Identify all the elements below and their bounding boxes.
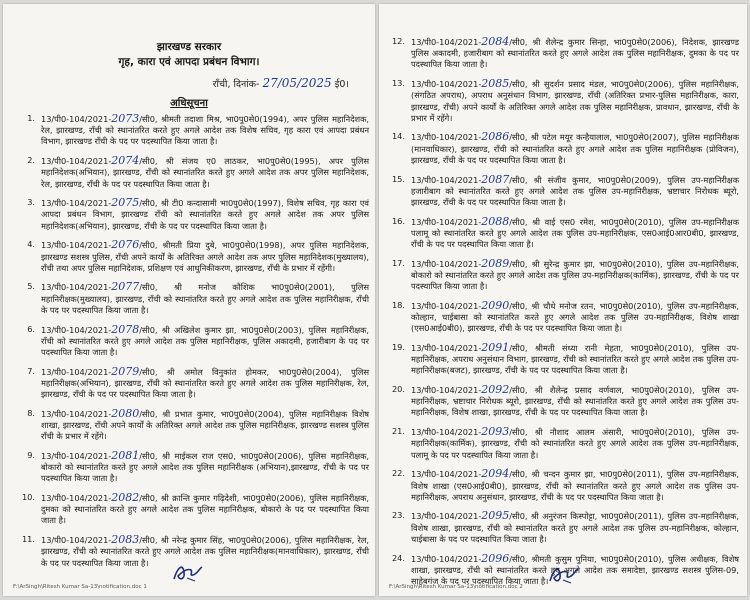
handwritten-number: 2094	[481, 467, 510, 481]
handwritten-number: 2079	[111, 364, 140, 378]
order-body: /सी0, श्री संजय ए0 लाठकर, भा0पु0से0(1995), अपर पुलिस महानिदेशक(अभियान), झारखण्ड, राँची को स्थानांतरित करते हुए अगले आदेश तक अपर पुलिस महानिदेशक, रेल, झारखण्ड, राँची के पद पर पदस्थापित किया जाता है।	[41, 156, 369, 189]
order-prefix: 13/पी0-104/2021-	[411, 469, 482, 480]
document-page-right	[379, 4, 747, 596]
entry-number: 21.	[391, 426, 405, 437]
order-entry	[379, 174, 747, 209]
entry-text	[411, 510, 739, 545]
order-entry	[3, 450, 375, 485]
order-entry	[379, 342, 747, 377]
notice-title: अधिसूचना	[170, 98, 208, 109]
order-entry	[3, 113, 375, 148]
entry-number: 11.	[21, 534, 35, 545]
order-prefix: 13/पी0-104/2021-	[411, 342, 482, 353]
entry-number: 1.	[27, 113, 35, 123]
entry-number: 22.	[391, 468, 405, 479]
order-entry	[379, 510, 747, 545]
order-body: /सी0, श्री टी0 कन्दासामी भा0पु0से0(1997), विशेष सचिव, गृह कारा एवं आपदा प्रबंधन विभाग, झारखण्ड राँची को स्थानांतरित करते हुए अगले आदेश तक अपर पुलिस महानिदेशक(अभियान), झारखण्ड, राँची के पद पर पदस्थापित किया जाता है।	[41, 198, 369, 231]
entry-number: 20.	[391, 384, 405, 395]
entry-text	[411, 216, 739, 251]
entry-number: 5.	[27, 281, 35, 292]
entry-number: 16.	[391, 215, 405, 226]
entry-number: 9.	[27, 449, 35, 460]
order-body: /सी0, श्रीमती कुसुम पुनिया, भा0पु0से0(2010), पुलिस अधीक्षक, विशेष शाखा, झारखण्ड, राँची को स्थानांतरित करते हुए अगले आदेश तक समादेष्टा, झारखण्ड सशस्त्र पुलिस-09, साहेबगंज के पद पर पदस्थापित किया जाता है।	[411, 553, 739, 586]
handwritten-number: 2073	[111, 112, 140, 125]
handwritten-number: 2078	[111, 322, 140, 336]
order-entry	[379, 131, 747, 166]
entry-text	[41, 534, 369, 569]
order-prefix: 13/पी0-104/2021-	[41, 535, 112, 546]
handwritten-number: 2083	[111, 533, 140, 547]
order-prefix: 13/पी0-104/2021-	[41, 324, 112, 335]
order-entry	[3, 197, 375, 232]
order-prefix: 13/पी0-104/2021-	[41, 198, 112, 209]
order-entry	[379, 300, 747, 335]
order-prefix: 13/पी0-104/2021-	[411, 511, 482, 522]
entry-text	[411, 342, 739, 377]
order-body: /सी0, श्री चन्दन कुमार झा, भा0पु0से0(2011), पुलिस उप-महानिरीक्षक, विशेष शाखा (एस0आई0बी0), झारखण्ड, राँची को स्थानांतरित करते हुए अगले आदेश तक पुलिस उप-महानिरीक्षक, अपराध अनुसंधान, झारखण्ड, राँची के पद पर पदस्थापित किया जाता है।	[411, 469, 739, 502]
right-entry-list	[379, 36, 747, 587]
file-path-footer: F:\ArSingh\Ritesh Kumar Sa-13\notification.doc 2	[389, 584, 523, 590]
file-path-footer: F:\ArSingh\Ritesh Kumar Sa-13\notification.doc 1	[13, 584, 147, 590]
entry-number: 23.	[391, 510, 405, 521]
entry-text	[41, 492, 369, 527]
order-body: /सी0, श्री अखिलेश कुमार झा, भा0पु0से0(2003), पुलिस महानिरीक्षक, राँची को स्थानांतरित करते हुए अगले आदेश तक पुलिस महानिरीक्षक, पुलिस अकादमी, हजारीबाग के पद पर पदस्थापित किया जाता है।	[41, 324, 369, 357]
order-prefix: 13/पी0-104/2021-	[411, 553, 482, 564]
handwritten-number: 2086	[481, 130, 510, 144]
entry-text	[41, 197, 369, 232]
entry-number: 13.	[391, 78, 405, 89]
handwritten-number: 2089	[481, 256, 510, 270]
signature-mark-left	[171, 562, 205, 584]
order-body: /सी0, श्रीमती प्रिया दुबे, भा0पु0से0(1998), अपर पुलिस महानिदेशक, झारखण्ड सशस्त्र पुलिस, राँची अपने कार्यों के अतिरिक्त अगले आदेश तक अपर पुलिस महानिदेशक(मुख्यालय), राँची तथा अपर पुलिस महानिदेशक, प्रशिक्षण एवं आधुनिकीकरण, झारखण्ड, राँची के प्रभार में रहेंगी।	[41, 240, 369, 273]
entry-number: 6.	[27, 323, 35, 334]
order-entry	[3, 281, 375, 316]
entry-text	[41, 450, 369, 485]
order-entry	[3, 492, 375, 527]
document-page-left	[3, 4, 375, 596]
handwritten-number: 2084	[481, 35, 510, 48]
date-suffix: ई0।	[334, 79, 349, 90]
handwritten-number: 2082	[111, 490, 140, 504]
order-body: /सी0, श्री मनोज कौशिक भा0पु0से0(2001), पुलिस महानिरीक्षक(मुख्यालय), झारखण्ड, राँची को स्थानांतरित करते हुए अगले आदेश तक पुलिस महानिरीक्षक, राँची के पद पर पदस्थापित किया जाता है।	[41, 282, 369, 315]
order-body: /सी0, श्री सुरेन्द्र कुमार झा, भा0पु0से0(2010), पुलिस उप-महानिरीक्षक, बोकारो को स्थानांतरित करते हुए अगले आदेश तक पुलिस उप-महानिरीक्षक(कार्मिक), झारखण्ड, राँची के पद पर पदस्थापित किया जाता है।	[411, 258, 739, 292]
order-prefix: 13/पी0-104/2021-	[411, 385, 482, 396]
order-entry	[379, 36, 747, 71]
left-entry-list	[3, 113, 375, 569]
order-prefix: 13/पी0-104/2021-	[41, 492, 112, 503]
entry-text	[41, 155, 369, 190]
order-entry	[3, 408, 375, 443]
order-body: /सी0, श्री पटेल मयूर कन्हैयालाल, भा0पु0से0(2007), पुलिस महानिरीक्षक (मानवाधिकार), झारखण्ड, राँची को स्थानांतरित करते हुए अगले आदेश तक पुलिस महानिरीक्षक (प्रोविजन), झारखण्ड, राँची के पद पर पदस्थापित किया जाता है।	[411, 132, 739, 165]
order-entry	[379, 216, 747, 251]
order-body: /सी0, श्री अनुरंजन किस्पोट्टा, भा0पु0से0(2011), पुलिस उप-महानिरीक्षक, विशेष शाखा, झारखण्ड, राँची को स्थानांतरित करते हुए अगले आदेश तक पुलिस उप-महानिरीक्षक, कोल्हान, चाईबासा के पद पर पदस्थापित किया जाता है।	[411, 511, 739, 544]
handwritten-number: 2091	[481, 340, 510, 354]
entry-text	[411, 78, 739, 124]
order-entry	[379, 426, 747, 461]
order-prefix: 13/पी0-104/2021-	[411, 132, 482, 143]
order-prefix: 13/पी0-104/2021-	[41, 408, 112, 419]
order-entry	[3, 366, 375, 401]
date-line	[3, 76, 375, 90]
entry-number: 12.	[391, 36, 405, 46]
order-prefix: 13/पी0-104/2021-	[41, 282, 112, 293]
entry-text	[41, 239, 369, 274]
entry-text	[41, 366, 369, 401]
entry-number: 14.	[391, 131, 405, 142]
handwritten-number: 2095	[481, 509, 510, 523]
order-entry	[379, 468, 747, 503]
entry-number: 7.	[27, 365, 35, 376]
order-prefix: 13/पी0-104/2021-	[411, 216, 482, 227]
govt-heading: झारखण्ड सरकार	[156, 41, 222, 53]
entry-number: 10.	[21, 491, 35, 502]
order-body: /सी0, श्री प्रभात कुमार, भा0पु0से0(2004), पुलिस महानिरीक्षक विशेष शाखा, झारखण्ड, राँची अपने कार्यों के अतिरिक्त अगले आदेश तक पुलिस महानिरीक्षक, झारखण्ड सशस्त्र पुलिस राँची के प्रभार में रहेंगे।	[41, 408, 369, 442]
order-body: /सी0, श्री माईकल राज एस0, भा0पु0से0(2006), पुलिस महानिरीक्षक, बोकारो को स्थानांतरित करते हुए अगले आदेश तक पुलिस महानिरीक्षक (अभियान),झारखण्ड, राँची के पद पर पदस्थापित किया जाता है।	[41, 450, 369, 484]
order-entry	[379, 384, 747, 419]
handwritten-number: 2075	[111, 196, 140, 210]
entry-number: 18.	[391, 299, 405, 310]
entry-text	[411, 384, 739, 419]
entry-text	[41, 281, 369, 316]
order-body: /सी0, श्री शैलेन्द्र प्रसाद वर्णवाल, भा0पु0से0(2010), पुलिस उप-महानिरीक्षक, भ्रष्टाचार निरोधक ब्यूरो, झारखण्ड, राँची को स्थानांतरित करते हुए अगले आदेश तक पुलिस उप-महानिरीक्षक, विशेष शाखा, झारखण्ड, राँची के पद पर पदस्थापित किया जाता है।	[411, 385, 739, 418]
order-prefix: 13/पी0-104/2021-	[41, 114, 112, 124]
entry-text	[411, 468, 739, 503]
handwritten-number: 2077	[111, 280, 140, 294]
order-prefix: 13/पी0-104/2021-	[411, 300, 482, 311]
date-value: 27/05/2025	[262, 76, 332, 90]
entry-number: 17.	[391, 257, 405, 268]
handwritten-number: 2092	[481, 383, 510, 397]
order-prefix: 13/पी0-104/2021-	[411, 79, 482, 90]
entry-text	[411, 426, 739, 461]
handwritten-number: 2074	[111, 154, 140, 168]
entry-text	[411, 258, 739, 293]
handwritten-number: 2085	[481, 77, 510, 91]
order-entry	[3, 324, 375, 359]
entry-text	[411, 300, 739, 335]
order-prefix: 13/पी0-104/2021-	[411, 258, 482, 269]
order-prefix: 13/पी0-104/2021-	[411, 174, 482, 185]
entry-number: 24.	[391, 552, 405, 563]
entry-number: 8.	[27, 407, 35, 418]
order-prefix: 13/पी0-104/2021-	[411, 427, 482, 438]
handwritten-number: 2076	[111, 238, 140, 252]
entry-text	[411, 174, 739, 209]
order-body: /सी0, श्रीमती तदाशा मिश्र, भा0पु0से0(1994), अपर पुलिस महानिदेशक, रेल, झारखण्ड, राँची को स्थानांतरित करते हुए अगले आदेश तक विशेष सचिव, गृह कारा एवं आपदा प्रबंधन विभाग, झारखण्ड राँची के पद पर पदस्थापित किया जाता है।	[41, 114, 369, 147]
date-prefix: राँची, दिनांक-	[212, 79, 260, 90]
entry-text	[411, 131, 739, 166]
order-entry	[3, 155, 375, 190]
order-prefix: 13/पी0-104/2021-	[41, 240, 112, 251]
entry-number: 15.	[391, 173, 405, 184]
order-body: /सी0, श्री क्रान्ति कुमार गढ़िदेशी, भा0पु0से0(2006), पुलिस महानिरीक्षक, दुमका को स्थानांतरित करते हुए अगले आदेश तक पुलिस महानिरीक्षक, बोकारो के पद पर पदस्थापित किया जाता है।	[41, 492, 369, 526]
handwritten-number: 2088	[481, 214, 510, 228]
handwritten-number: 2096	[481, 551, 510, 565]
order-body: /सी0, श्री शैलेन्द्र कुमार सिन्हा, भा0पु0से0(2006), निदेशक, झारखण्ड पुलिस अकादमी, हजारीबाग को स्थानांतरित करते हुए अगले आदेश तक पुलिस महानिरीक्षक, दुमका के पद पर पदस्थापित किया जाता है।	[411, 37, 739, 70]
order-prefix: 13/पी0-104/2021-	[41, 450, 112, 461]
signature-mark-right	[547, 564, 581, 586]
entry-text	[41, 113, 369, 148]
order-body: /सी0, श्री नौशाद आलम अंसारी, भा0पु0से0(2010), पुलिस उप-महानिरीक्षक(कार्मिक), झारखण्ड, राँची को स्थानांतरित करते हुए अगले आदेश तक पुलिस उप-महानिरीक्षक, पलामू के पद पर पदस्थापित किया जाता है।	[411, 427, 739, 460]
order-prefix: 13/पी0-104/2021-	[41, 366, 112, 377]
handwritten-number: 2087	[481, 172, 510, 186]
department-heading: गृह, कारा एवं आपदा प्रबंधन विभाग।	[118, 56, 260, 68]
entry-number: 19.	[391, 341, 405, 352]
order-prefix: 13/पी0-104/2021-	[41, 156, 112, 167]
order-body: /सी0, श्री सुदर्शन प्रसाद मंडल, भा0पु0से0(2006), पुलिस महानिरीक्षक, (संगठित अपराध), अपराध अनुसंधान विभाग, झारखण्ड, राँची (अतिरिक्त प्रभार-पुलिस महानिरीक्षक, कारा, झारखण्ड, राँची) अपने कार्यों के अतिरिक्त अगले आदेश तक पुलिस महानिरीक्षक, प्रावधान, झारखण्ड, राँची के प्रभार में रहेंगे।	[411, 79, 739, 123]
order-body: /सी0, श्री नरेन्द्र कुमार सिंह, भा0पु0से0(2006), पुलिस महानिरीक्षक, रेल, झारखण्ड, राँची को स्थानांतरित करते हुए अगले आदेश तक पुलिस महानिरीक्षक(मानवाधिकार), झारखण्ड, राँची के पद पर पदस्थापित किया जाता है।	[41, 535, 369, 568]
order-prefix: 13/पी0-104/2021-	[411, 37, 482, 47]
handwritten-number: 2090	[481, 298, 510, 312]
order-body: /सी0, श्रीमती संध्या रानी मेहता, भा0पु0से0(2010), पुलिस उप-महानिरीक्षक, अपराध अनुसंधान विभाग, झारखण्ड, राँची को स्थानांतरित करते हुए अगले आदेश तक पुलिस उप-महानिरीक्षक(बजट), झारखण्ड, राँची के पद पर पदस्थापित किया जाता है।	[411, 342, 739, 376]
order-body: /सी0, श्री वाई एस0 रमेश, भा0पु0से0(2010), पुलिस उप-महानिरीक्षक पलामू को स्थानांतरित करते हुए अगले आदेश तक पुलिस उप-महानिरीक्षक, एस0आई0आर0बी0, झारखण्ड, राँची के पद पर पदस्थापित किया जाता है।	[411, 216, 739, 250]
entry-text	[41, 324, 369, 359]
order-entry	[379, 258, 747, 293]
handwritten-number: 2093	[481, 425, 510, 439]
entry-number: 2.	[27, 155, 35, 166]
order-body: /सी0, श्री चौधे मनोज रतन, भा0पु0से0(2010), पुलिस उप-महानिरीक्षक, कोल्हान, चाईबासा को स्थानांतरित करते हुए अगले आदेश तक पुलिस उप-महानिरीक्षक, विशेष शाखा (एस0आई0बी0), झारखण्ड, राँची के पद पर पदस्थापित किया जाता है।	[411, 300, 739, 334]
order-body: /सी0, श्री संजीव कुमार, भा0पु0से0(2009), पुलिस उप-महानिरीक्षक हजारीबाग को स्थानांतरित करते हुए अगले आदेश तक पुलिस उप-महानिरीक्षक, भ्रष्टाचार निरोधक ब्यूरो, झारखण्ड, राँची के पद पर पदस्थापित किया जाता है।	[411, 174, 739, 207]
entry-number: 3.	[27, 197, 35, 208]
entry-text	[41, 408, 369, 443]
handwritten-number: 2080	[111, 406, 140, 420]
order-body: /सी0, श्री अमोल विनुकांत होमकर, भा0पु0से0(2004), पुलिस महानिरीक्षक(अभियान), झारखण्ड, राँची को स्थानांतरित करते हुए अगले आदेश तक पुलिस महानिरीक्षक, रेल, झारखण्ड, राँची के पद पर पदस्थापित किया जाता है।	[41, 366, 369, 400]
entry-text	[411, 36, 739, 71]
entry-number: 4.	[27, 239, 35, 250]
order-entry	[3, 239, 375, 274]
order-entry	[379, 78, 747, 124]
handwritten-number: 2081	[111, 448, 140, 462]
